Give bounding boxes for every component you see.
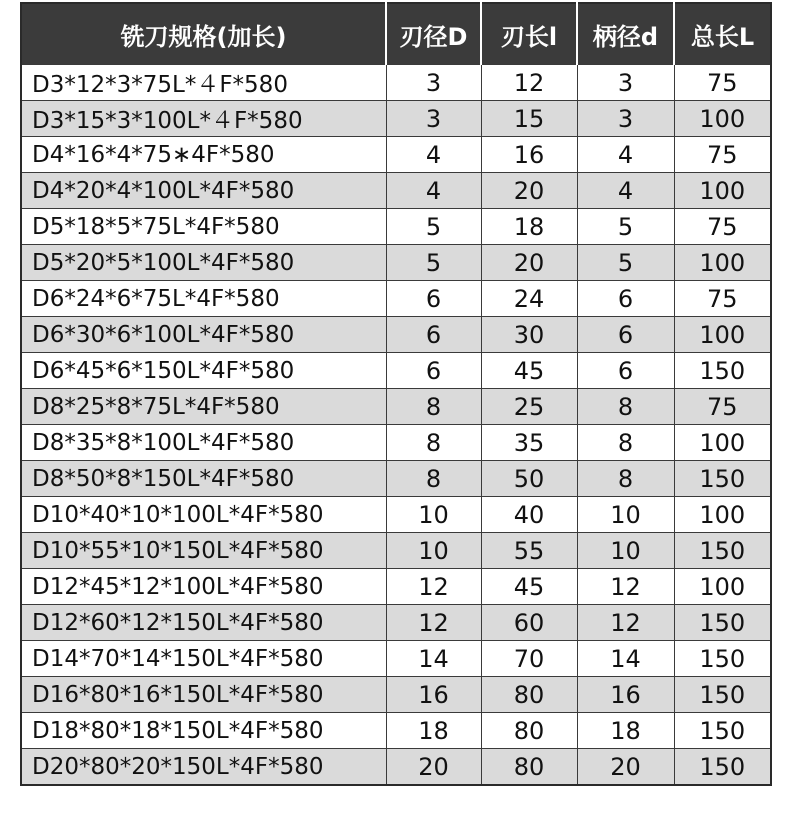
cell-total-length: 75: [674, 209, 771, 245]
cell-blade-length: 80: [481, 677, 577, 713]
cell-total-length: 100: [674, 173, 771, 209]
table-row: [21, 173, 771, 209]
cell-total-length: 100: [674, 425, 771, 461]
table-row: [21, 317, 771, 353]
cell-spec-name: D14*70*14*150L*4F*580: [21, 641, 386, 677]
table-row: [21, 677, 771, 713]
cell-blade-diameter: 12: [386, 605, 481, 641]
cell-blade-diameter: 3: [386, 101, 481, 137]
cell-blade-diameter: 6: [386, 353, 481, 389]
table-row: [21, 497, 771, 533]
cell-blade-length: 80: [481, 749, 577, 786]
cell-blade-diameter: 16: [386, 677, 481, 713]
cell-total-length: 150: [674, 353, 771, 389]
table-row: [21, 749, 771, 786]
cell-blade-diameter: 5: [386, 245, 481, 281]
cell-shank-diameter: 4: [577, 137, 674, 173]
cell-spec-name: D3*12*3*75L*４F*580: [21, 65, 386, 101]
cell-blade-diameter: 8: [386, 461, 481, 497]
cell-blade-diameter: 8: [386, 425, 481, 461]
table-row: [21, 209, 771, 245]
cell-blade-diameter: 6: [386, 281, 481, 317]
cell-blade-diameter: 10: [386, 497, 481, 533]
cell-shank-diameter: 10: [577, 533, 674, 569]
table-row: [21, 605, 771, 641]
cell-blade-diameter: 10: [386, 533, 481, 569]
cell-shank-diameter: 5: [577, 245, 674, 281]
cell-spec-name: D4*16*4*75∗4F*580: [21, 137, 386, 173]
table-row: [21, 101, 771, 137]
cell-blade-length: 35: [481, 425, 577, 461]
cell-blade-length: 18: [481, 209, 577, 245]
cell-total-length: 100: [674, 569, 771, 605]
cell-spec-name: D5*18*5*75L*4F*580: [21, 209, 386, 245]
cell-shank-diameter: 8: [577, 389, 674, 425]
cell-shank-diameter: 5: [577, 209, 674, 245]
cell-spec-name: D8*35*8*100L*4F*580: [21, 425, 386, 461]
cell-shank-diameter: 20: [577, 749, 674, 786]
cell-shank-diameter: 3: [577, 65, 674, 101]
cell-spec-name: D12*45*12*100L*4F*580: [21, 569, 386, 605]
cell-blade-length: 55: [481, 533, 577, 569]
cell-blade-length: 24: [481, 281, 577, 317]
cell-spec-name: D6*30*6*100L*4F*580: [21, 317, 386, 353]
cell-blade-length: 40: [481, 497, 577, 533]
cell-total-length: 75: [674, 389, 771, 425]
cell-total-length: 150: [674, 533, 771, 569]
cell-spec-name: D6*24*6*75L*4F*580: [21, 281, 386, 317]
cell-shank-diameter: 8: [577, 425, 674, 461]
cell-total-length: 75: [674, 65, 771, 101]
cell-blade-length: 15: [481, 101, 577, 137]
cell-blade-diameter: 4: [386, 173, 481, 209]
table-row: [21, 641, 771, 677]
header-total-length: 总长L: [674, 3, 771, 65]
cell-blade-length: 20: [481, 173, 577, 209]
table-row: [21, 389, 771, 425]
table-row: [21, 353, 771, 389]
cell-blade-length: 45: [481, 353, 577, 389]
table-row: [21, 425, 771, 461]
cell-blade-length: 20: [481, 245, 577, 281]
cell-blade-length: 30: [481, 317, 577, 353]
cell-blade-diameter: 12: [386, 569, 481, 605]
cell-spec-name: D20*80*20*150L*4F*580: [21, 749, 386, 786]
cell-blade-diameter: 5: [386, 209, 481, 245]
cell-shank-diameter: 8: [577, 461, 674, 497]
table-header-row: [21, 3, 771, 65]
cell-shank-diameter: 10: [577, 497, 674, 533]
cell-spec-name: D10*55*10*150L*4F*580: [21, 533, 386, 569]
cell-spec-name: D16*80*16*150L*4F*580: [21, 677, 386, 713]
cell-total-length: 100: [674, 497, 771, 533]
cell-blade-length: 60: [481, 605, 577, 641]
cell-total-length: 75: [674, 137, 771, 173]
table-row: [21, 713, 771, 749]
cell-spec-name: D4*20*4*100L*4F*580: [21, 173, 386, 209]
cell-total-length: 150: [674, 713, 771, 749]
cell-shank-diameter: 14: [577, 641, 674, 677]
table-body: [21, 65, 771, 786]
cell-shank-diameter: 12: [577, 569, 674, 605]
cell-blade-diameter: 4: [386, 137, 481, 173]
cell-spec-name: D10*40*10*100L*4F*580: [21, 497, 386, 533]
cell-total-length: 150: [674, 677, 771, 713]
cell-blade-length: 16: [481, 137, 577, 173]
cell-spec-name: D5*20*5*100L*4F*580: [21, 245, 386, 281]
cell-shank-diameter: 3: [577, 101, 674, 137]
cell-total-length: 150: [674, 461, 771, 497]
cell-total-length: 100: [674, 317, 771, 353]
cell-total-length: 75: [674, 281, 771, 317]
spec-table-container: [20, 2, 772, 786]
header-spec: 铣刀规格(加长): [21, 3, 386, 65]
cell-shank-diameter: 6: [577, 353, 674, 389]
cell-spec-name: D8*50*8*150L*4F*580: [21, 461, 386, 497]
cell-blade-diameter: 14: [386, 641, 481, 677]
cell-blade-diameter: 3: [386, 65, 481, 101]
cell-spec-name: D12*60*12*150L*4F*580: [21, 605, 386, 641]
table-row: [21, 281, 771, 317]
cell-blade-length: 12: [481, 65, 577, 101]
cell-blade-length: 50: [481, 461, 577, 497]
table-row: [21, 245, 771, 281]
cell-blade-length: 45: [481, 569, 577, 605]
cell-total-length: 150: [674, 641, 771, 677]
cell-spec-name: D3*15*3*100L*４F*580: [21, 101, 386, 137]
table-row: [21, 137, 771, 173]
cell-blade-diameter: 20: [386, 749, 481, 786]
header-blade-length: 刃长l: [481, 3, 577, 65]
cell-shank-diameter: 6: [577, 317, 674, 353]
cell-spec-name: D18*80*18*150L*4F*580: [21, 713, 386, 749]
header-blade-diameter: 刃径D: [386, 3, 481, 65]
cell-blade-length: 80: [481, 713, 577, 749]
spec-table: [20, 2, 772, 786]
cell-total-length: 150: [674, 749, 771, 786]
cell-blade-diameter: 18: [386, 713, 481, 749]
table-row: [21, 65, 771, 101]
cell-spec-name: D8*25*8*75L*4F*580: [21, 389, 386, 425]
cell-shank-diameter: 18: [577, 713, 674, 749]
table-row: [21, 461, 771, 497]
cell-blade-length: 25: [481, 389, 577, 425]
cell-total-length: 100: [674, 245, 771, 281]
table-row: [21, 569, 771, 605]
cell-spec-name: D6*45*6*150L*4F*580: [21, 353, 386, 389]
header-shank-diameter: 柄径d: [577, 3, 674, 65]
cell-blade-length: 70: [481, 641, 577, 677]
table-row: [21, 533, 771, 569]
cell-blade-diameter: 6: [386, 317, 481, 353]
cell-blade-diameter: 8: [386, 389, 481, 425]
cell-shank-diameter: 16: [577, 677, 674, 713]
cell-shank-diameter: 4: [577, 173, 674, 209]
cell-shank-diameter: 6: [577, 281, 674, 317]
cell-total-length: 150: [674, 605, 771, 641]
cell-total-length: 100: [674, 101, 771, 137]
cell-shank-diameter: 12: [577, 605, 674, 641]
